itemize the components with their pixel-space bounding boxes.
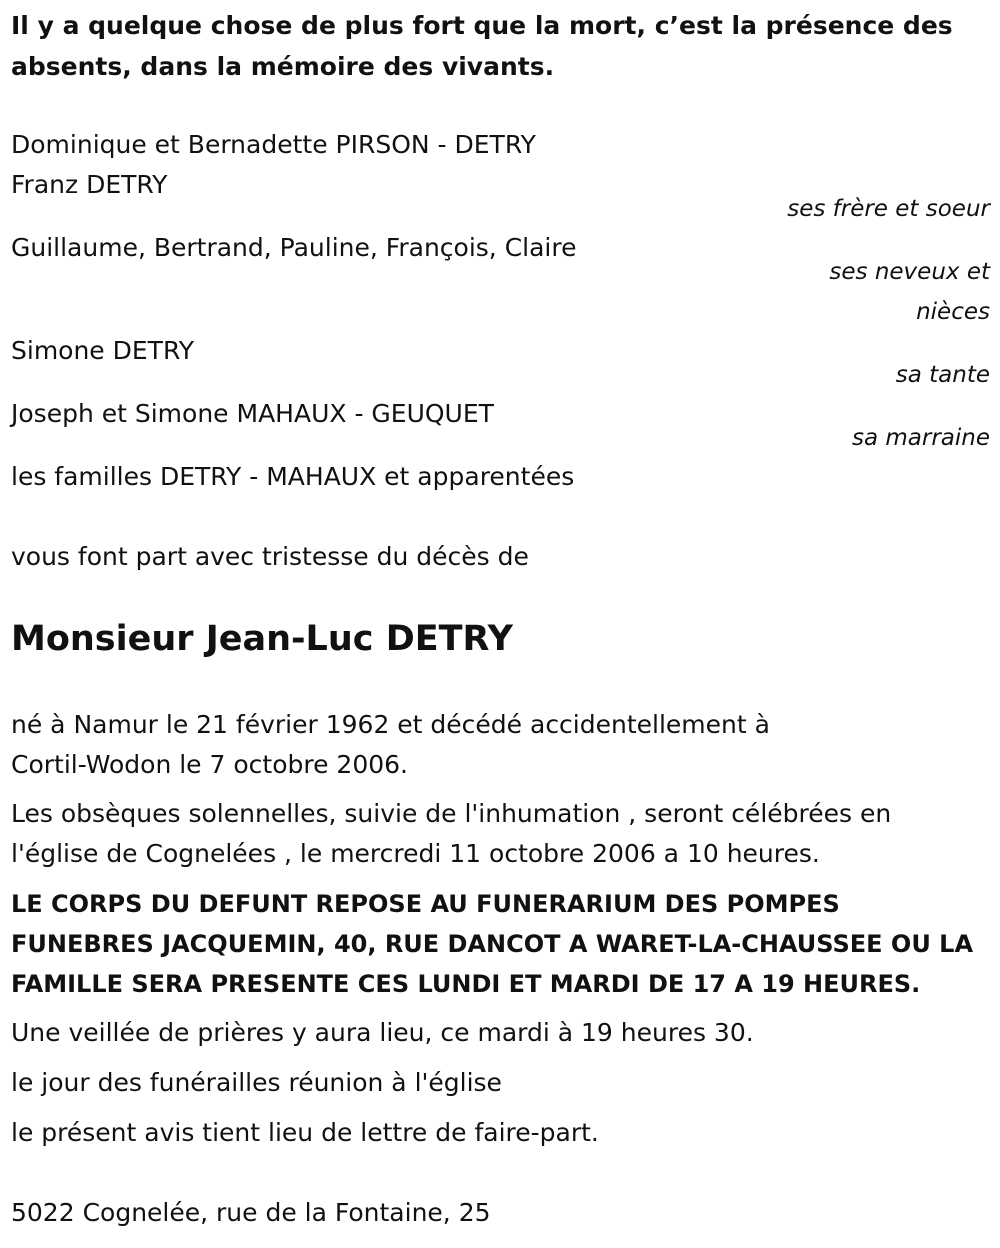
repose-line-1: LE CORPS DU DEFUNT REPOSE AU FUNERARIUM DES POMPES xyxy=(11,890,840,918)
meeting-text: le jour des funérailles réunion à l'église xyxy=(11,1068,502,1097)
birth-death-line-2: Cortil-Wodon le 7 octobre 2006. xyxy=(11,750,408,779)
repose-notice xyxy=(11,884,991,1004)
quote-line-1: Il y a quelque chose de plus fort que la mort, c’est la présence des xyxy=(11,11,953,40)
relation-nephews-line-1: ses neveux et xyxy=(829,259,990,285)
family-related: les familles DETRY - MAHAUX et apparentées xyxy=(11,462,575,491)
birth-death-line-1: né à Namur le 21 février 1962 et décédé accidentellement à xyxy=(11,710,770,739)
deceased-name: Monsieur Jean-Luc DETRY xyxy=(11,619,513,659)
family-nephews-nieces: Guillaume, Bertrand, Pauline, François, Claire xyxy=(11,233,577,262)
notice-text: le présent avis tient lieu de lettre de faire-part. xyxy=(11,1118,599,1147)
opening-quote xyxy=(11,5,971,87)
relation-godmother: sa marraine xyxy=(851,425,990,451)
relation-aunt: sa tante xyxy=(895,362,990,388)
relation-siblings: ses frère et soeur xyxy=(787,196,990,222)
family-franz-detry: Franz DETRY xyxy=(11,170,168,199)
family-pirson-detry: Dominique et Bernadette PIRSON - DETRY xyxy=(11,130,536,159)
vigil-text: Une veillée de prières y aura lieu, ce mardi à 19 heures 30. xyxy=(11,1018,754,1047)
relation-nephews-line-2: nièces xyxy=(916,299,990,325)
repose-line-2: FUNEBRES JACQUEMIN, 40, RUE DANCOT A WARET-LA-CHAUSSEE OU LA xyxy=(11,930,974,958)
funeral-line-1: Les obsèques solennelles, suivie de l'inhumation , seront célébrées en xyxy=(11,799,892,828)
address-text: 5022 Cognelée, rue de la Fontaine, 25 xyxy=(11,1198,491,1227)
family-mahaux-geuquet: Joseph et Simone MAHAUX - GEUQUET xyxy=(11,399,494,428)
announcement-text: vous font part avec tristesse du décès de xyxy=(11,542,529,571)
funeral-details xyxy=(11,794,991,874)
quote-line-2: absents, dans la mémoire des vivants. xyxy=(11,52,555,81)
birth-death-details xyxy=(11,705,991,785)
funeral-line-2: l'église de Cognelées , le mercredi 11 octobre 2006 a 10 heures. xyxy=(11,839,820,868)
repose-line-3: FAMILLE SERA PRESENTE CES LUNDI ET MARDI DE 17 A 19 HEURES. xyxy=(11,970,921,998)
family-simone-detry: Simone DETRY xyxy=(11,336,194,365)
